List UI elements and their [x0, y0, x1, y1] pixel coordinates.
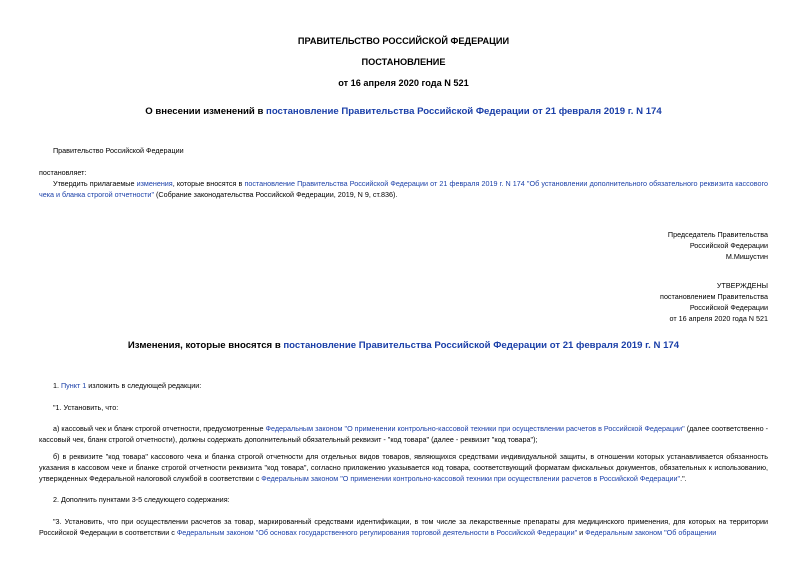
subitem-a-text-b: (далее соответственно - кассовый чек, бланк строгой отчетности), должны содержать дополнительный обязательный реквизит - "код товара" (далее - реквизит "код товара"); — [39, 424, 768, 444]
subitem-b — [39, 451, 768, 484]
government-heading: ПРАВИТЕЛЬСТВО РОССИЙСКОЙ ФЕДЕРАЦИИ — [297, 36, 510, 46]
changes-title — [0, 340, 807, 351]
preamble-text-b: , которые вносятся в — [172, 179, 245, 188]
document-title-prefix: О внесении изменений в — [145, 106, 267, 117]
document-type: ПОСТАНОВЛЕНИЕ — [361, 57, 446, 67]
federal-law-circulation-link[interactable]: Федеральным законом "Об обращении — [585, 528, 717, 537]
preamble-text-a: Утвердить прилагаемые — [53, 179, 137, 188]
subitem-a-text-a: а) кассовый чек и бланк строгой отчетности, предусмотренные — [53, 424, 266, 433]
signature-block — [500, 229, 768, 262]
changes-link[interactable]: изменения — [136, 179, 173, 188]
point-3-paragraph — [39, 516, 768, 538]
signature-org: Российской Федерации — [689, 241, 768, 250]
document-date: от 16 апреля 2020 года N 521 — [338, 78, 469, 88]
item-2: 2. Дополнить пунктами 3-5 следующего содержания: — [53, 495, 230, 504]
changes-title-link[interactable]: постановление Правительства Российской Федерации от 21 февраля 2019 г. N 174 — [283, 340, 680, 351]
federal-law-trade-link[interactable]: Федеральным законом "Об основах государственного регулирования торговой деятельности в Российской Федерации" — [176, 528, 578, 537]
subitem-a — [39, 423, 768, 445]
approval-block — [500, 280, 768, 324]
document-title — [0, 106, 807, 117]
approval-line-2: постановлением Правительства — [660, 292, 768, 301]
changes-title-prefix: Изменения, которые вносятся в — [127, 340, 284, 351]
subitem-b-text-b: .". — [680, 474, 687, 483]
federal-law-cct-link[interactable]: Федеральным законом "О применении контрольно-кассовой техники при осуществлении расчетов в Российской Федерации" — [265, 424, 685, 433]
federal-law-cct-link-2[interactable]: Федеральным законом "О применении контрольно-кассовой техники при осуществлении расчетов в Российской Федерации" — [261, 474, 681, 483]
item-1-number: 1. — [53, 381, 61, 390]
item-1-quote-start: "1. Установить, что: — [53, 403, 119, 412]
preamble-text-c: (Собрание законодательства Российской Федерации, 2019, N 9, ст.836). — [154, 190, 398, 199]
item-1-text: изложить в следующей редакции: — [86, 381, 202, 390]
approval-line-3: Российской Федерации — [689, 303, 768, 312]
point-3-text-a: "3. Установить, что при осуществлении расчетов за товар, маркированный средствами идентификации, в том числе за лекарственные препараты для медицинского применения, для которых на территории Российской Федерации в соответствии с — [39, 517, 768, 537]
signature-name: М.Мишустин — [725, 252, 768, 261]
point-1-link[interactable]: Пункт 1 — [61, 381, 87, 390]
preamble-resolves: постановляет: — [39, 168, 87, 177]
preamble-government: Правительство Российской Федерации — [53, 146, 184, 155]
approval-line-1: УТВЕРЖДЕНЫ — [716, 281, 768, 290]
resolution-174-link[interactable]: постановление Правительства Российской Федерации от 21 февраля 2019 г. N 174 "Об установлении дополнительного обязательного реквизита кассового чека и бланка строгой отчетности" — [39, 179, 768, 199]
signature-position: Председатель Правительства — [667, 230, 768, 239]
preamble-paragraph — [39, 178, 768, 200]
approval-line-4: от 16 апреля 2020 года N 521 — [669, 314, 768, 323]
title-link[interactable]: постановление Правительства Российской Федерации от 21 февраля 2019 г. N 174 — [266, 106, 662, 117]
item-1 — [53, 380, 201, 391]
point-3-text-b: и — [577, 528, 586, 537]
subitem-b-text-a: б) в реквизите "код товара" кассового чека и бланка строгой отчетности для отдельных видов товаров, являющихся средствами индивидуальной защиты, в отношении которых устанавливается обязанность указания в кассовом чеке и бланке строгой отчетности реквизита "код товара", согласно приложению указывается код товара, соответствующий форматам фискальных документов, обязательных к использованию, утвержденных Федеральной налоговой службой в соответствии с — [39, 452, 768, 483]
